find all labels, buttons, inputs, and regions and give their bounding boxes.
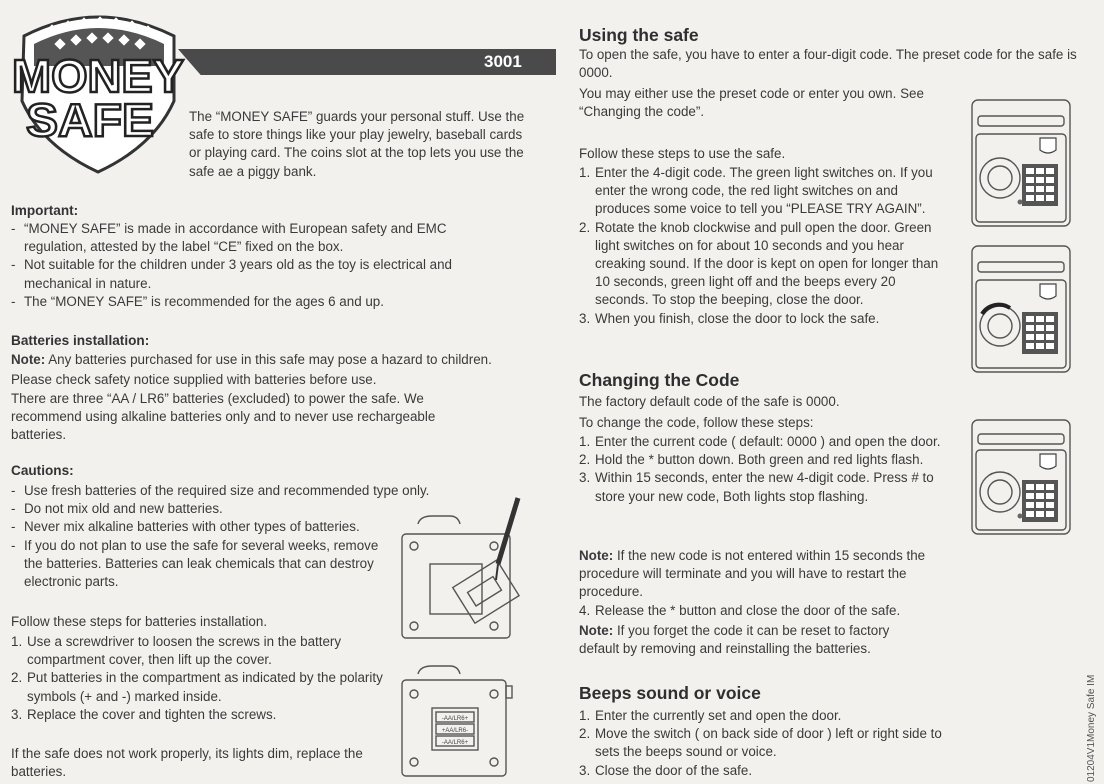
battery-cover-drawing xyxy=(398,494,530,644)
changing-p1: The factory default code of the safe is 0000. xyxy=(579,394,840,409)
changing-heading: Changing the Code xyxy=(579,370,740,390)
list-item: - “MONEY SAFE” is made in accordance with European safety and EMC regulation, attested by the label “CE” fixed on the box. xyxy=(11,220,491,256)
batteries-note xyxy=(11,351,551,369)
batteries-heading: Batteries installation: xyxy=(11,333,150,348)
list-item: 2. Move the switch ( on back side of door ) left or right side to sets the beeps sound or voice. xyxy=(579,725,944,761)
safe-drawing-knob xyxy=(970,244,1074,376)
batteries-check: Please check safety notice supplied with batteries before use. xyxy=(11,372,377,387)
cautions-list xyxy=(11,482,430,591)
changing-steps xyxy=(579,433,947,506)
using-steps xyxy=(579,164,947,328)
list-item: 2. Rotate the knob clockwise and pull open the door. Green light switches on for about 10 seconds and you hear creaking sound. If the door is kept on open for longer than 10 seconds, green light off and the beeps every 20 seconds. To stop the beeping, close the door. xyxy=(579,219,947,310)
install-steps xyxy=(11,633,386,724)
logo-line1: MONEY xyxy=(12,50,184,102)
intro-text: The “MONEY SAFE” guards your personal stuff. Use the safe to store things like your play jewelry, baseball cards or playing card. The coins slot at the top lets you use the safe ae a piggy bank. xyxy=(189,109,525,179)
note-text: Any batteries purchased for use in this safe may pose a hazard to children. xyxy=(45,352,492,367)
battery-label: -AA/LR6+ xyxy=(441,716,469,722)
important-list xyxy=(11,220,491,311)
list-item: 4. Release the * button and close the door of the safe. xyxy=(579,602,959,620)
list-item: 3. When you finish, close the door to lock the safe. xyxy=(579,310,947,328)
list-item: 1. Enter the 4-digit code. The green light switches on. If you enter the wrong code, the red light switches on and produces some voice to tell you “PLEASE TRY AGAIN”. xyxy=(579,164,947,219)
logo-line2: SAFE xyxy=(26,94,154,146)
beeps-steps xyxy=(579,707,944,780)
changing-note1 xyxy=(579,547,939,602)
list-item: 1. Enter the currently set and open the door. xyxy=(579,707,944,725)
list-item: - Use fresh batteries of the required size and recommended type only. xyxy=(11,482,396,500)
changing-step4 xyxy=(579,602,959,620)
note-text: If you forget the code it can be reset to factory default by removing and reinstalling the batteries. xyxy=(579,623,890,657)
safe-drawing-code xyxy=(970,418,1074,538)
changing-note2 xyxy=(579,622,924,658)
list-item: 1. Enter the current code ( default: 0000 ) and open the door. xyxy=(579,433,947,451)
note-label: Note: xyxy=(579,548,614,563)
using-p1: To open the safe, you have to enter a four-digit code. The preset code for the safe is 0000. xyxy=(579,47,1077,81)
note-text: If the new code is not entered within 15 seconds the procedure will terminate and you will have to restart the procedure. xyxy=(579,548,926,600)
install-intro: Follow these steps for batteries installation. xyxy=(11,614,268,629)
install-footer: If the safe does not work properly, its lights dim, replace the batteries. xyxy=(11,746,363,780)
using-p2: You may either use the preset code or enter you own. See “Changing the code”. xyxy=(579,86,924,120)
cautions-heading: Cautions: xyxy=(11,463,74,478)
changing-intro: To change the code, follow these steps: xyxy=(579,415,814,430)
list-item: 2. Put batteries in the compartment as indicated by the polarity symbols (+ and -) marked inside. xyxy=(11,669,386,705)
list-item: 2. Hold the * button down. Both green and red lights flash. xyxy=(579,451,947,469)
note-label: Note: xyxy=(11,352,46,367)
batteries-info: There are three “AA / LR6” batteries (excluded) to power the safe. We recommend using alkaline batteries only and to never use rechargeable batteries. xyxy=(11,391,436,443)
list-item: 3. Within 15 seconds, enter the new 4-digit code. Press # to store your new code, Both lights stop flashing. xyxy=(579,469,947,505)
using-intro: Follow these steps to use the safe. xyxy=(579,146,786,161)
battery-label: +AA/LR6- xyxy=(441,728,469,734)
list-item: - If you do not plan to use the safe for several weeks, remove the batteries. Batteries can leak chemicals that can destroy electronic parts. xyxy=(11,537,396,592)
list-item: 3. Close the door of the safe. xyxy=(579,762,944,780)
beeps-heading: Beeps sound or voice xyxy=(579,683,761,703)
document-code: 01204V1Money Safe IM xyxy=(1086,674,1097,782)
list-item: - The “MONEY SAFE” is recommended for the ages 6 and up. xyxy=(11,293,491,311)
list-item: - Not suitable for the children under 3 years old as the toy is electrical and mechanical in nature. xyxy=(11,256,491,292)
note-label: Note: xyxy=(579,623,614,638)
list-item: 3. Replace the cover and tighten the screws. xyxy=(11,706,386,724)
list-item: - Never mix alkaline batteries with other types of batteries. xyxy=(11,518,396,536)
money-safe-logo xyxy=(4,6,192,176)
important-heading: Important: xyxy=(11,203,79,218)
model-number: 3001 xyxy=(484,52,522,71)
safe-drawing-locked xyxy=(970,98,1074,230)
list-item: 1. Use a screwdriver to loosen the screws in the battery compartment cover, then lift up the cover. xyxy=(11,633,386,669)
list-item: - Do not mix old and new batteries. xyxy=(11,500,396,518)
using-heading: Using the safe xyxy=(579,25,699,45)
battery-label: -AA/LR6+ xyxy=(441,740,469,746)
battery-compartment-drawing xyxy=(398,656,518,780)
